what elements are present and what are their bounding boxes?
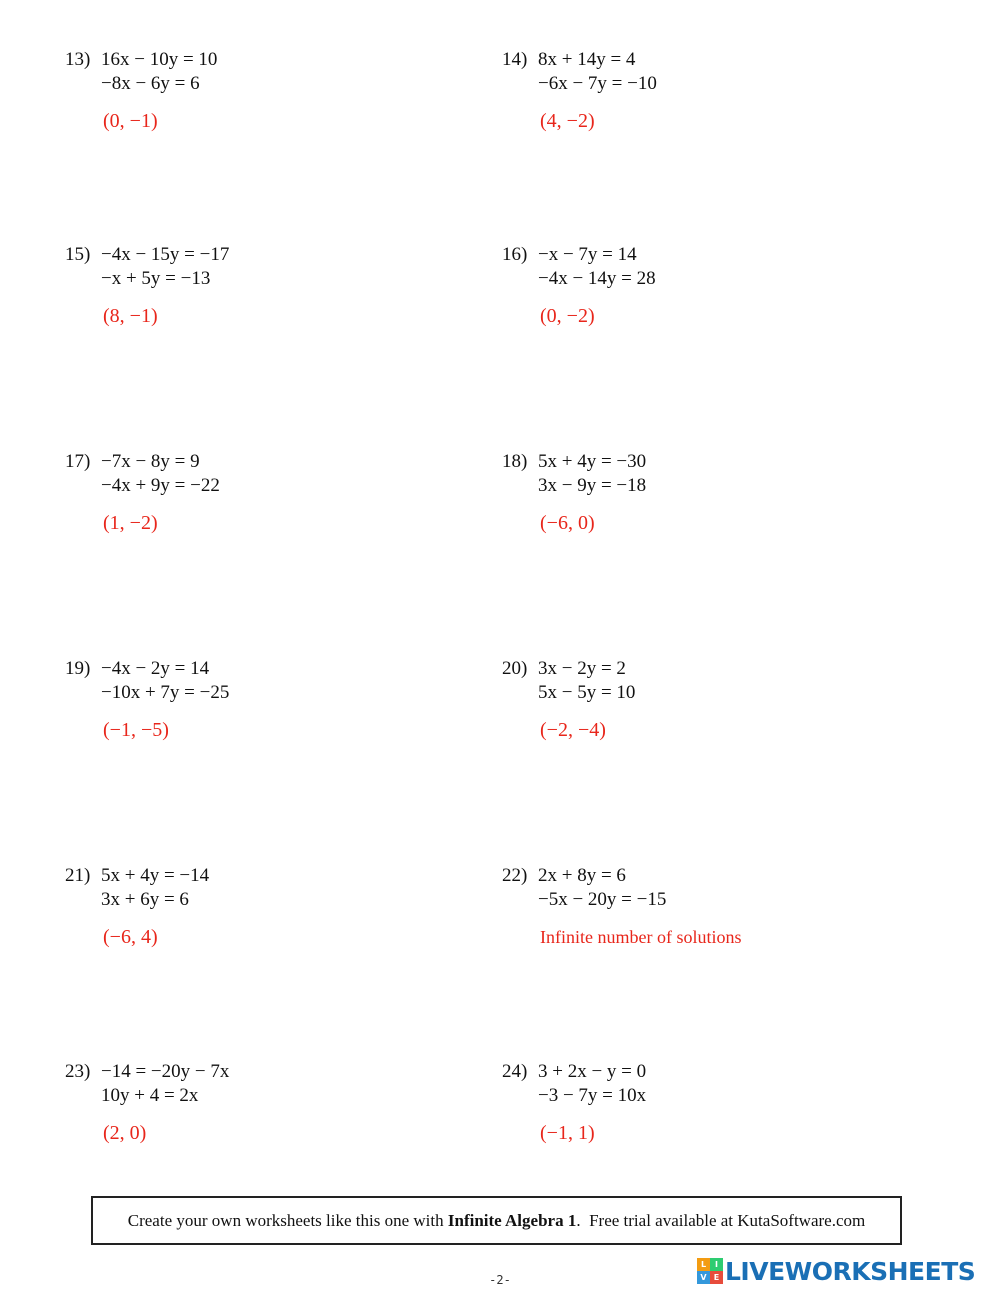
problem-number: 23) xyxy=(65,1061,91,1082)
liveworksheets-wordmark: LIVEWORKSHEETS xyxy=(725,1256,976,1286)
problem-number: 22) xyxy=(502,865,528,886)
equation-2: −5x − 20y = −15 xyxy=(538,889,667,910)
equation-1: −4x − 15y = −17 xyxy=(101,244,230,265)
equation-1: 3x − 2y = 2 xyxy=(538,658,626,679)
equation-2: −10x + 7y = −25 xyxy=(101,682,230,703)
page-number: -2- xyxy=(489,1273,511,1287)
equation-2: −4x − 14y = 28 xyxy=(538,268,656,289)
equation-1: 2x + 8y = 6 xyxy=(538,865,626,886)
answer: (−6, 0) xyxy=(540,512,595,534)
logo-tile-i: I xyxy=(710,1258,723,1271)
equation-2: 5x − 5y = 10 xyxy=(538,682,636,703)
equation-1: 5x + 4y = −14 xyxy=(101,865,210,886)
answer: (−1, −5) xyxy=(103,719,169,741)
equation-2: 3x − 9y = −18 xyxy=(538,475,647,496)
answer: (1, −2) xyxy=(103,512,158,534)
footer-banner xyxy=(91,1196,902,1245)
problem-number: 19) xyxy=(65,658,91,679)
problem-number: 18) xyxy=(502,451,528,472)
answer: Infinite number of solutions xyxy=(540,927,742,947)
footer-product-name: Infinite Algebra 1 xyxy=(447,1210,577,1230)
equation-1: −4x − 2y = 14 xyxy=(101,658,210,679)
answer: (0, −1) xyxy=(103,110,158,132)
equation-2: −4x + 9y = −22 xyxy=(101,475,220,496)
answer: (4, −2) xyxy=(540,110,595,132)
problem-number: 13) xyxy=(65,49,91,70)
logo-tile-v: V xyxy=(697,1271,710,1284)
answer: (−6, 4) xyxy=(103,926,158,948)
equation-1: −14 = −20y − 7x xyxy=(101,1061,230,1082)
equation-2: −3 − 7y = 10x xyxy=(538,1085,647,1106)
equation-2: −8x − 6y = 6 xyxy=(101,73,200,94)
logo-tile-l: L xyxy=(697,1258,710,1271)
equation-1: 3 + 2x − y = 0 xyxy=(538,1061,647,1082)
problem-number: 15) xyxy=(65,244,91,265)
problem-number: 17) xyxy=(65,451,91,472)
problem-number: 20) xyxy=(502,658,528,679)
answer: (−1, 1) xyxy=(540,1122,595,1144)
logo-tile-e: E xyxy=(710,1271,723,1284)
answer: (8, −1) xyxy=(103,305,158,327)
problem-number: 16) xyxy=(502,244,528,265)
answer: (0, −2) xyxy=(540,305,595,327)
problem-number: 24) xyxy=(502,1061,528,1082)
equation-1: 5x + 4y = −30 xyxy=(538,451,647,472)
equation-2: −6x − 7y = −10 xyxy=(538,73,657,94)
footer-text-post: . Free trial available at KutaSoftware.com xyxy=(576,1210,866,1230)
equation-1: −7x − 8y = 9 xyxy=(101,451,200,472)
equation-1: 8x + 14y = 4 xyxy=(538,49,636,70)
equation-2: 3x + 6y = 6 xyxy=(101,889,189,910)
answer: (−2, −4) xyxy=(540,719,606,741)
equation-2: −x + 5y = −13 xyxy=(101,268,211,289)
footer-text-pre: Create your own worksheets like this one with xyxy=(127,1210,448,1230)
problem-number: 14) xyxy=(502,49,528,70)
answer: (2, 0) xyxy=(103,1122,147,1144)
equation-1: 16x − 10y = 10 xyxy=(101,49,218,70)
equation-2: 10y + 4 = 2x xyxy=(101,1085,199,1106)
equation-1: −x − 7y = 14 xyxy=(538,244,637,265)
problem-number: 21) xyxy=(65,865,91,886)
